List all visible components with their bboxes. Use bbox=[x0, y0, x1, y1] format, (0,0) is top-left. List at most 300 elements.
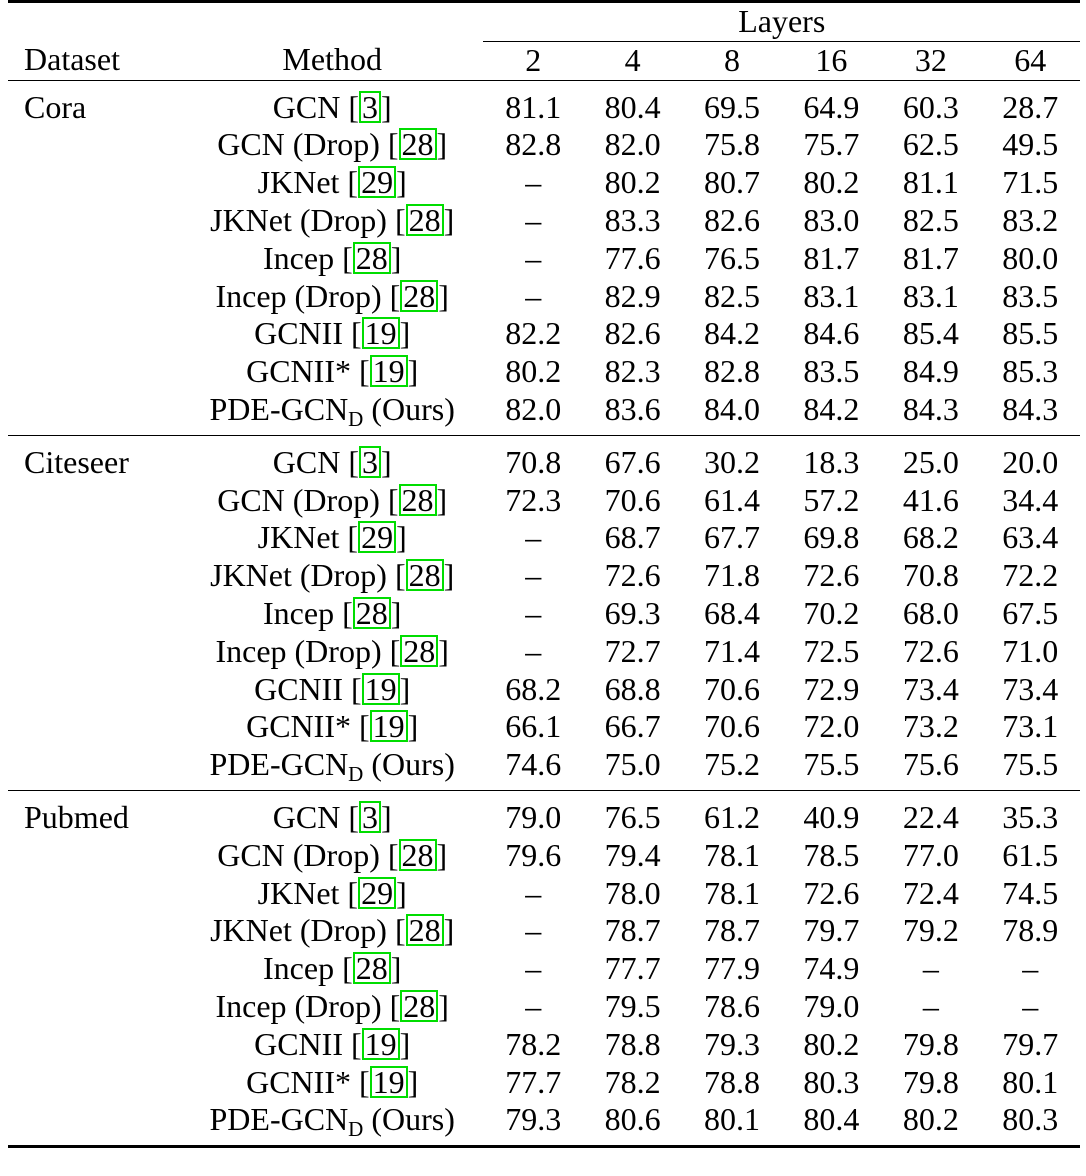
citation-link[interactable]: 19 bbox=[362, 317, 400, 349]
method-subscript: D bbox=[348, 406, 364, 431]
table-row bbox=[8, 164, 1080, 202]
value-cell: 80.0 bbox=[1002, 239, 1059, 276]
citation-link[interactable]: 19 bbox=[362, 1028, 400, 1060]
value-cell: 72.0 bbox=[803, 708, 860, 745]
table-header bbox=[8, 2, 1080, 81]
table-row bbox=[8, 240, 1080, 278]
value-cell: 79.4 bbox=[604, 836, 661, 873]
value-cell: 81.1 bbox=[483, 80, 582, 126]
dataset-column-header: Dataset bbox=[24, 41, 120, 78]
value-cell: 75.0 bbox=[604, 746, 661, 783]
value-cell: 75.5 bbox=[1002, 746, 1059, 783]
value-cell: 72.6 bbox=[902, 632, 959, 669]
value-cell: 78.1 bbox=[704, 836, 760, 873]
table-row bbox=[8, 595, 1080, 633]
method-suffix: ] bbox=[438, 277, 449, 314]
value-cell: 75.5 bbox=[803, 746, 860, 783]
table-row bbox=[8, 1064, 1080, 1102]
value-cell: 82.5 bbox=[902, 201, 959, 238]
value-cell: 84.0 bbox=[704, 390, 760, 427]
method-suffix: ] bbox=[436, 126, 448, 163]
citation-link[interactable]: 19 bbox=[370, 710, 408, 742]
table-row bbox=[8, 912, 1080, 950]
value-cell: 79.2 bbox=[902, 912, 959, 949]
method-suffix: ] bbox=[407, 1063, 419, 1100]
value-cell: 72.4 bbox=[902, 874, 959, 911]
citation-link[interactable]: 19 bbox=[362, 673, 400, 705]
method-suffix: ] bbox=[399, 1025, 411, 1062]
value-cell: 75.8 bbox=[704, 126, 760, 163]
table-row bbox=[8, 988, 1080, 1026]
citation-link[interactable]: 28 bbox=[400, 280, 438, 312]
method-name bbox=[181, 80, 484, 126]
value-cell: 25.0 bbox=[881, 435, 980, 481]
method-name bbox=[181, 482, 484, 520]
value-cell: 76.5 bbox=[704, 239, 760, 276]
method-name bbox=[181, 912, 484, 950]
method-suffix: (Ours) bbox=[363, 1101, 455, 1138]
method-label: GCN [ bbox=[272, 443, 359, 480]
value-cell: 73.1 bbox=[1002, 708, 1059, 745]
value-cell: 68.7 bbox=[604, 519, 661, 556]
method-suffix: ] bbox=[407, 353, 419, 390]
citation-link[interactable]: 28 bbox=[406, 559, 444, 591]
value-cell: 79.8 bbox=[902, 1025, 959, 1062]
layer-header-16: 16 bbox=[815, 41, 848, 78]
value-cell: 79.0 bbox=[483, 790, 582, 836]
value-cell: 85.4 bbox=[902, 315, 959, 352]
method-suffix: (Ours) bbox=[363, 746, 455, 783]
method-name bbox=[181, 435, 484, 481]
layer-header-2: 2 bbox=[525, 41, 542, 78]
value-cell: 70.8 bbox=[483, 435, 582, 481]
value-cell: 83.5 bbox=[1002, 277, 1059, 314]
method-label: GCN [ bbox=[272, 798, 359, 835]
citation-link[interactable]: 28 bbox=[399, 839, 437, 871]
layer-header-8: 8 bbox=[724, 41, 740, 78]
layer-header-32: 32 bbox=[914, 41, 947, 78]
citation-link[interactable]: 28 bbox=[400, 990, 438, 1022]
value-cell: 83.0 bbox=[803, 201, 860, 238]
method-name bbox=[181, 315, 484, 353]
method-label: GCNII* [ bbox=[246, 708, 370, 745]
method-suffix: ] bbox=[438, 632, 449, 669]
citation-link[interactable]: 28 bbox=[399, 484, 437, 516]
citation-link[interactable]: 28 bbox=[406, 204, 444, 236]
method-name bbox=[181, 202, 484, 240]
value-cell: 85.5 bbox=[1002, 315, 1059, 352]
citation-link[interactable]: 3 bbox=[359, 446, 381, 478]
citation-link[interactable]: 19 bbox=[370, 1066, 408, 1098]
value-cell: 67.6 bbox=[583, 435, 682, 481]
value-cell: 77.6 bbox=[604, 239, 661, 276]
value-cell: 75.7 bbox=[803, 126, 860, 163]
table-row bbox=[8, 875, 1080, 913]
value-cell: 78.9 bbox=[1002, 912, 1059, 949]
citation-link[interactable]: 28 bbox=[353, 597, 391, 629]
method-name bbox=[181, 353, 484, 391]
value-cell: 80.2 bbox=[881, 1101, 980, 1146]
value-cell: 84.3 bbox=[902, 390, 959, 427]
value-cell: – bbox=[1022, 950, 1039, 987]
value-cell: 84.6 bbox=[803, 315, 860, 352]
table-row bbox=[8, 790, 1080, 836]
value-cell: 80.4 bbox=[782, 1101, 881, 1146]
value-cell: 28.7 bbox=[981, 80, 1080, 126]
value-cell: 80.1 bbox=[682, 1101, 781, 1146]
value-cell: 80.1 bbox=[1002, 1063, 1059, 1100]
citation-link[interactable]: 29 bbox=[358, 521, 396, 553]
method-name bbox=[181, 278, 484, 316]
value-cell: 79.0 bbox=[803, 987, 860, 1024]
value-cell: 84.2 bbox=[803, 390, 860, 427]
method-label: GCNII [ bbox=[254, 670, 362, 707]
method-name bbox=[181, 790, 484, 836]
method-suffix: ] bbox=[396, 519, 407, 556]
value-cell: 70.6 bbox=[604, 481, 661, 518]
value-cell: 81.7 bbox=[902, 239, 959, 276]
method-name bbox=[181, 1026, 484, 1064]
value-cell: 77.0 bbox=[902, 836, 959, 873]
dataset-name: Pubmed bbox=[8, 790, 181, 836]
value-cell: 72.5 bbox=[803, 632, 860, 669]
value-cell: 85.3 bbox=[1002, 353, 1059, 390]
value-cell: – bbox=[525, 519, 542, 556]
method-name bbox=[181, 671, 484, 709]
method-name bbox=[181, 1101, 484, 1146]
table-row bbox=[8, 950, 1080, 988]
method-suffix: (Ours) bbox=[363, 390, 455, 427]
method-suffix: ] bbox=[380, 798, 392, 835]
value-cell: 22.4 bbox=[881, 790, 980, 836]
value-cell: 72.3 bbox=[505, 481, 562, 518]
value-cell: 69.5 bbox=[682, 80, 781, 126]
value-cell: 84.2 bbox=[704, 315, 760, 352]
value-cell: 79.6 bbox=[505, 836, 562, 873]
value-cell: 72.6 bbox=[803, 557, 860, 594]
value-cell: 83.2 bbox=[1002, 201, 1059, 238]
value-cell: 73.4 bbox=[902, 670, 959, 707]
value-cell: 61.4 bbox=[704, 481, 760, 518]
value-cell: – bbox=[525, 277, 542, 314]
value-cell: 76.5 bbox=[583, 790, 682, 836]
citation-link[interactable]: 29 bbox=[358, 166, 396, 198]
citation-link[interactable]: 28 bbox=[406, 914, 444, 946]
method-label: PDE-GCN bbox=[209, 1101, 349, 1138]
method-name bbox=[181, 557, 484, 595]
value-cell: 83.5 bbox=[803, 353, 860, 390]
value-cell: 80.6 bbox=[583, 1101, 682, 1146]
table-row bbox=[8, 746, 1080, 790]
value-cell: 82.0 bbox=[604, 126, 661, 163]
layer-header-4: 4 bbox=[624, 41, 641, 78]
value-cell: 72.6 bbox=[803, 874, 860, 911]
value-cell: 68.0 bbox=[902, 594, 959, 631]
method-label: JKNet [ bbox=[257, 874, 359, 911]
value-cell: 83.1 bbox=[902, 277, 959, 314]
method-label: GCN (Drop) [ bbox=[217, 836, 399, 873]
value-cell: 78.1 bbox=[704, 874, 760, 911]
value-cell: 83.1 bbox=[803, 277, 860, 314]
value-cell: 75.6 bbox=[902, 746, 959, 783]
dataset-name: Citeseer bbox=[8, 435, 181, 481]
value-cell: 69.8 bbox=[803, 519, 860, 556]
value-cell: 79.5 bbox=[604, 987, 661, 1024]
method-label: GCNII* [ bbox=[246, 1063, 370, 1100]
value-cell: 68.2 bbox=[505, 670, 562, 707]
table-row bbox=[8, 1026, 1080, 1064]
value-cell: 68.2 bbox=[902, 519, 959, 556]
value-cell: 75.2 bbox=[704, 746, 760, 783]
method-suffix: ] bbox=[396, 874, 407, 911]
value-cell: 77.7 bbox=[505, 1063, 562, 1100]
method-suffix: ] bbox=[390, 594, 402, 631]
value-cell: 70.6 bbox=[704, 708, 760, 745]
method-name bbox=[181, 391, 484, 435]
value-cell: 18.3 bbox=[782, 435, 881, 481]
table-row bbox=[8, 482, 1080, 520]
dataset-name: Cora bbox=[8, 80, 181, 126]
value-cell: 80.4 bbox=[583, 80, 682, 126]
method-suffix: ] bbox=[396, 164, 407, 201]
value-cell: 77.7 bbox=[604, 950, 661, 987]
value-cell: 72.6 bbox=[604, 557, 661, 594]
method-label: Incep [ bbox=[263, 594, 353, 631]
table-row bbox=[8, 391, 1080, 435]
method-name bbox=[181, 595, 484, 633]
value-cell: 74.6 bbox=[505, 746, 562, 783]
table-row bbox=[8, 315, 1080, 353]
method-suffix: ] bbox=[380, 443, 392, 480]
value-cell: 78.5 bbox=[803, 836, 860, 873]
value-cell: 78.7 bbox=[604, 912, 661, 949]
table-row bbox=[8, 557, 1080, 595]
table-row bbox=[8, 126, 1080, 164]
value-cell: 82.6 bbox=[604, 315, 661, 352]
method-name bbox=[181, 950, 484, 988]
table-row bbox=[8, 202, 1080, 240]
citation-link[interactable]: 29 bbox=[358, 877, 396, 909]
value-cell: 78.6 bbox=[704, 987, 760, 1024]
method-suffix: ] bbox=[436, 481, 448, 518]
table-row bbox=[8, 633, 1080, 671]
value-cell: 80.3 bbox=[981, 1101, 1080, 1146]
method-label: PDE-GCN bbox=[209, 390, 349, 427]
method-suffix: ] bbox=[399, 315, 411, 352]
value-cell: 40.9 bbox=[782, 790, 881, 836]
value-cell: 77.9 bbox=[704, 950, 760, 987]
value-cell: – bbox=[525, 201, 542, 238]
value-cell: 80.7 bbox=[704, 164, 760, 201]
value-cell: 20.0 bbox=[981, 435, 1080, 481]
method-label: GCNII [ bbox=[254, 315, 362, 352]
value-cell: 68.8 bbox=[604, 670, 661, 707]
method-suffix: ] bbox=[436, 836, 448, 873]
method-name bbox=[181, 708, 484, 746]
value-cell: 82.6 bbox=[704, 201, 760, 238]
method-label: Incep [ bbox=[263, 239, 353, 276]
value-cell: – bbox=[525, 164, 542, 201]
citation-link[interactable]: 3 bbox=[359, 801, 381, 833]
citation-link[interactable]: 28 bbox=[400, 635, 438, 667]
table-body bbox=[8, 80, 1080, 1147]
method-label: Incep [ bbox=[263, 950, 353, 987]
value-cell: 78.2 bbox=[505, 1025, 562, 1062]
value-cell: 74.5 bbox=[1002, 874, 1059, 911]
value-cell: 82.8 bbox=[704, 353, 760, 390]
table-row bbox=[8, 80, 1080, 126]
method-suffix: ] bbox=[443, 557, 455, 594]
value-cell: 71.4 bbox=[704, 632, 760, 669]
method-label: JKNet (Drop) [ bbox=[210, 557, 406, 594]
value-cell: 81.1 bbox=[902, 164, 959, 201]
value-cell: 71.0 bbox=[1002, 632, 1059, 669]
value-cell: 82.5 bbox=[704, 277, 760, 314]
method-label: GCNII [ bbox=[254, 1025, 362, 1062]
value-cell: – bbox=[525, 239, 542, 276]
table-row bbox=[8, 353, 1080, 391]
value-cell: – bbox=[525, 950, 542, 987]
method-suffix: ] bbox=[438, 987, 449, 1024]
value-cell: 72.9 bbox=[803, 670, 860, 707]
value-cell: 80.2 bbox=[803, 164, 860, 201]
method-subscript: D bbox=[348, 1117, 364, 1142]
method-name bbox=[181, 1064, 484, 1102]
method-label: JKNet [ bbox=[257, 519, 359, 556]
method-name bbox=[181, 126, 484, 164]
method-label: JKNet [ bbox=[257, 164, 359, 201]
value-cell: 70.2 bbox=[803, 594, 860, 631]
table-row bbox=[8, 278, 1080, 316]
value-cell: 81.7 bbox=[803, 239, 860, 276]
value-cell: 84.9 bbox=[902, 353, 959, 390]
method-label: JKNet (Drop) [ bbox=[210, 201, 406, 238]
value-cell: – bbox=[525, 912, 542, 949]
value-cell: 61.2 bbox=[682, 790, 781, 836]
value-cell: 61.5 bbox=[1002, 836, 1059, 873]
method-name bbox=[181, 875, 484, 913]
value-cell: 79.8 bbox=[902, 1063, 959, 1100]
method-label: GCNII* [ bbox=[246, 353, 370, 390]
value-cell: 34.4 bbox=[1002, 481, 1059, 518]
value-cell: 66.1 bbox=[505, 708, 562, 745]
value-cell: 78.0 bbox=[604, 874, 661, 911]
value-cell: – bbox=[525, 632, 542, 669]
method-name bbox=[181, 746, 484, 790]
value-cell: 84.3 bbox=[1002, 390, 1059, 427]
results-table bbox=[8, 0, 1080, 1148]
method-label: Incep (Drop) [ bbox=[215, 632, 401, 669]
value-cell: 78.8 bbox=[604, 1025, 661, 1062]
value-cell: 71.5 bbox=[1002, 164, 1059, 201]
value-cell: 70.8 bbox=[902, 557, 959, 594]
value-cell: 79.3 bbox=[704, 1025, 760, 1062]
value-cell: 67.5 bbox=[1002, 594, 1059, 631]
value-cell: – bbox=[922, 950, 939, 987]
value-cell: 72.2 bbox=[1002, 557, 1059, 594]
method-name bbox=[181, 988, 484, 1026]
table-row bbox=[8, 519, 1080, 557]
value-cell: 71.8 bbox=[704, 557, 760, 594]
method-suffix: ] bbox=[443, 912, 455, 949]
method-name bbox=[181, 164, 484, 202]
method-name bbox=[181, 633, 484, 671]
method-label: GCN [ bbox=[272, 88, 359, 125]
value-cell: 80.2 bbox=[505, 353, 562, 390]
method-name bbox=[181, 837, 484, 875]
value-cell: 62.5 bbox=[902, 126, 959, 163]
layer-header-64: 64 bbox=[1014, 41, 1047, 78]
value-cell: 80.2 bbox=[604, 164, 661, 201]
value-cell: 78.7 bbox=[704, 912, 760, 949]
table-row bbox=[8, 435, 1080, 481]
value-cell: – bbox=[525, 557, 542, 594]
value-cell: 72.7 bbox=[604, 632, 661, 669]
value-cell: 60.3 bbox=[881, 80, 980, 126]
value-cell: 57.2 bbox=[803, 481, 860, 518]
citation-link[interactable]: 19 bbox=[370, 355, 408, 387]
value-cell: 82.0 bbox=[505, 390, 562, 427]
value-cell: 80.2 bbox=[803, 1025, 860, 1062]
method-suffix: ] bbox=[390, 950, 402, 987]
value-cell: 82.2 bbox=[505, 315, 562, 352]
layers-header: Layers bbox=[483, 2, 1080, 42]
method-label: GCN (Drop) [ bbox=[217, 126, 399, 163]
value-cell: 63.4 bbox=[1002, 519, 1059, 556]
value-cell: – bbox=[525, 594, 542, 631]
method-label: JKNet (Drop) [ bbox=[210, 912, 406, 949]
value-cell: – bbox=[922, 987, 939, 1024]
value-cell: 79.7 bbox=[1002, 1025, 1059, 1062]
table-row bbox=[8, 671, 1080, 709]
value-cell: 79.3 bbox=[483, 1101, 582, 1146]
method-suffix: ] bbox=[399, 670, 411, 707]
value-cell: 82.3 bbox=[604, 353, 661, 390]
value-cell: 78.2 bbox=[604, 1063, 661, 1100]
citation-link[interactable]: 28 bbox=[399, 128, 437, 160]
value-cell: 69.3 bbox=[604, 594, 661, 631]
method-suffix: ] bbox=[390, 239, 402, 276]
value-cell: 70.6 bbox=[704, 670, 760, 707]
value-cell: – bbox=[525, 874, 542, 911]
value-cell: – bbox=[1022, 987, 1039, 1024]
table-row bbox=[8, 1101, 1080, 1146]
method-label: PDE-GCN bbox=[209, 746, 349, 783]
method-suffix: ] bbox=[443, 201, 455, 238]
method-name bbox=[181, 240, 484, 278]
value-cell: 83.3 bbox=[604, 201, 661, 238]
citation-link[interactable]: 28 bbox=[353, 242, 391, 274]
value-cell: 49.5 bbox=[1002, 126, 1059, 163]
value-cell: 80.3 bbox=[803, 1063, 860, 1100]
value-cell: 73.2 bbox=[902, 708, 959, 745]
value-cell: 79.7 bbox=[803, 912, 860, 949]
value-cell: 82.8 bbox=[505, 126, 562, 163]
method-label: GCN (Drop) [ bbox=[217, 481, 399, 518]
citation-link[interactable]: 28 bbox=[353, 952, 391, 984]
value-cell: 67.7 bbox=[704, 519, 760, 556]
value-cell: 30.2 bbox=[682, 435, 781, 481]
value-cell: 41.6 bbox=[902, 481, 959, 518]
value-cell: 82.9 bbox=[604, 277, 661, 314]
method-suffix: ] bbox=[380, 88, 392, 125]
table-row bbox=[8, 837, 1080, 875]
citation-link[interactable]: 3 bbox=[359, 91, 381, 123]
value-cell: 35.3 bbox=[981, 790, 1080, 836]
value-cell: 74.9 bbox=[803, 950, 860, 987]
method-suffix: ] bbox=[407, 708, 419, 745]
method-subscript: D bbox=[348, 762, 364, 787]
